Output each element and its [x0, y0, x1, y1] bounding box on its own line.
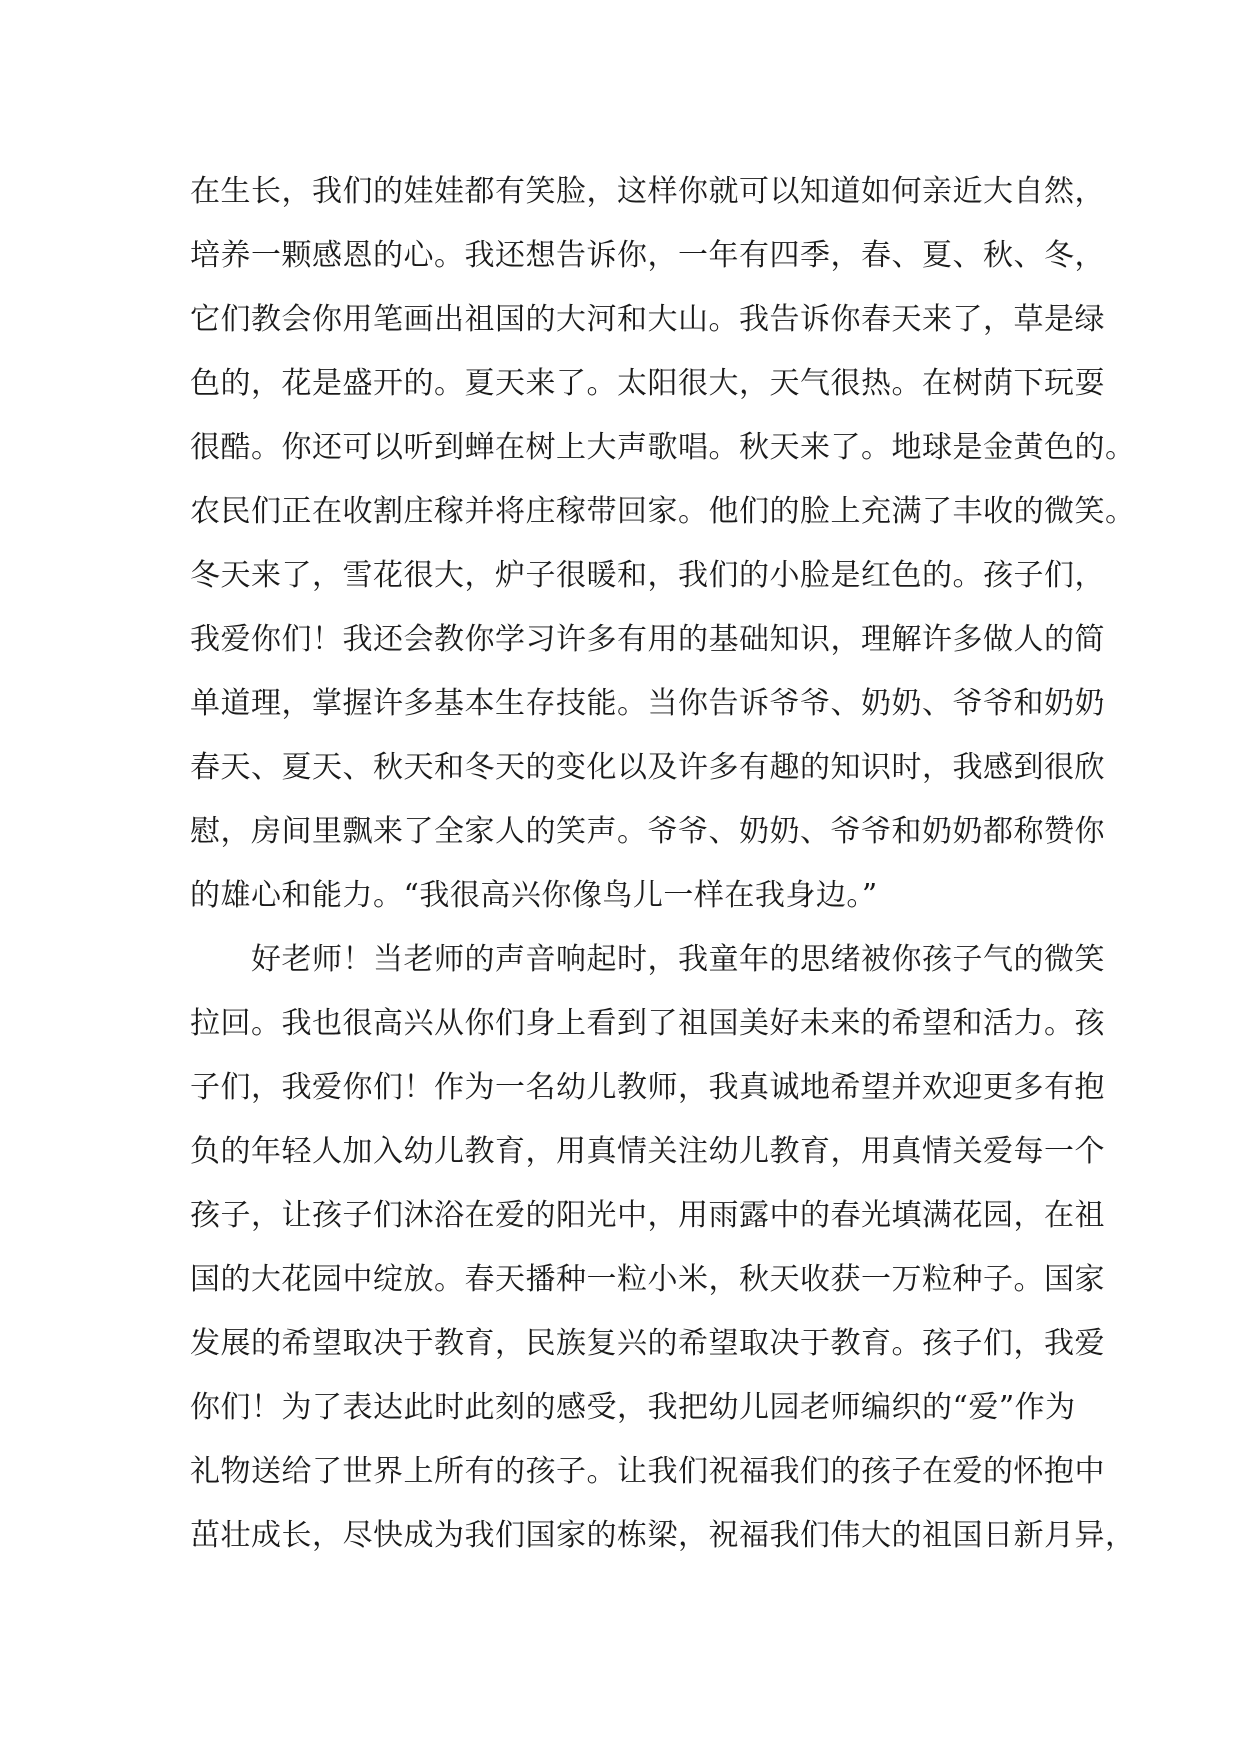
text-line: 它们教会你用笔画出祖国的大河和大山。我告诉你春天来了，草是绿	[190, 302, 1105, 337]
text-line: 很酷。你还可以听到蝉在树上大声歌唱。秋天来了。地球是金黄色的。	[190, 430, 1136, 465]
text-line: 农民们正在收割庄稼并将庄稼带回家。他们的脸上充满了丰收的微笑。	[190, 494, 1136, 529]
text-line: 茁壮成长，尽快成为我们国家的栋梁，祝福我们伟大的祖国日新月异，	[190, 1518, 1136, 1553]
text-line: 子们，我爱你们！作为一名幼儿教师，我真诚地希望并欢迎更多有抱	[190, 1070, 1105, 1105]
text-line: 培养一颗感恩的心。我还想告诉你，一年有四季，春、夏、秋、冬，	[190, 238, 1105, 273]
text-line: 慰，房间里飘来了全家人的笑声。爷爷、奶奶、爷爷和奶奶都称赞你	[190, 814, 1105, 849]
text-line: 国的大花园中绽放。春天播种一粒小米，秋天收获一万粒种子。国家	[190, 1262, 1105, 1297]
paragraph-1	[190, 160, 1136, 928]
text-line: 冬天来了，雪花很大，炉子很暖和，我们的小脸是红色的。孩子们，	[190, 558, 1105, 593]
text-line: 负的年轻人加入幼儿教育，用真情关注幼儿教育，用真情关爱每一个	[190, 1134, 1105, 1169]
text-line: 单道理，掌握许多基本生存技能。当你告诉爷爷、奶奶、爷爷和奶奶	[190, 686, 1105, 721]
text-line: 拉回。我也很高兴从你们身上看到了祖国美好未来的希望和活力。孩	[190, 1006, 1105, 1041]
text-line: 礼物送给了世界上所有的孩子。让我们祝福我们的孩子在爱的怀抱中	[190, 1454, 1105, 1489]
text-line: 你们！为了表达此时此刻的感受，我把幼儿园老师编织的“爱”作为	[190, 1390, 1076, 1425]
body-text	[190, 160, 1136, 1568]
text-line: 在生长，我们的娃娃都有笑脸，这样你就可以知道如何亲近大自然，	[190, 174, 1105, 209]
paragraph-2	[190, 928, 1136, 1568]
text-line: 发展的希望取决于教育，民族复兴的希望取决于教育。孩子们，我爱	[190, 1326, 1105, 1361]
text-line: 春天、夏天、秋天和冬天的变化以及许多有趣的知识时，我感到很欣	[190, 750, 1105, 785]
text-line: 我爱你们！我还会教你学习许多有用的基础知识，理解许多做人的简	[190, 622, 1105, 657]
text-line: 孩子，让孩子们沐浴在爱的阳光中，用雨露中的春光填满花园，在祖	[190, 1198, 1105, 1233]
text-line: 好老师！当老师的声音响起时，我童年的思绪被你孩子气的微笑	[190, 942, 1105, 977]
text-line: 的雄心和能力。“我很高兴你像鸟儿一样在我身边。”	[190, 878, 878, 913]
text-line: 色的，花是盛开的。夏天来了。太阳很大，天气很热。在树荫下玩耍	[190, 366, 1105, 401]
